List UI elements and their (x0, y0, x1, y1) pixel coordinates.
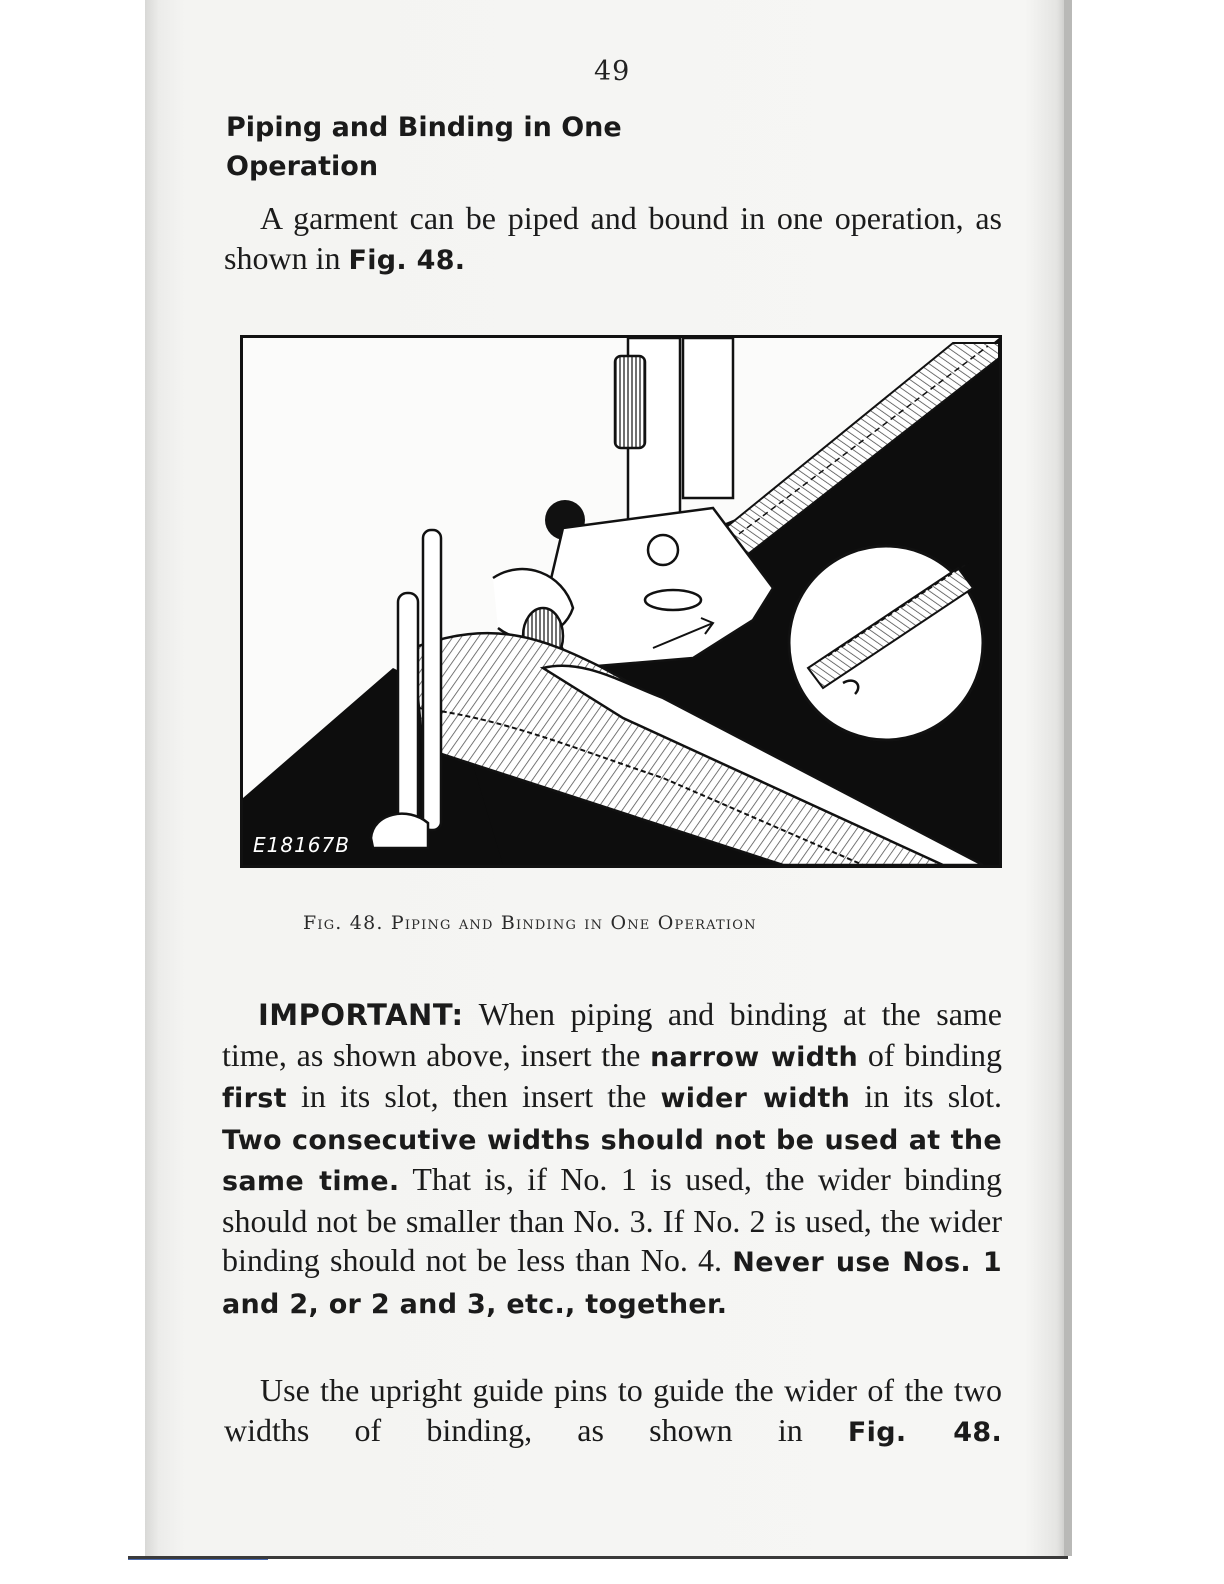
important-text-4: in its slot. (850, 1078, 1003, 1114)
intro-figure-reference: Fig. 48. (348, 244, 466, 276)
important-bold-3: wider width (660, 1083, 851, 1114)
section-heading: Piping and Binding in One Operation (226, 112, 622, 182)
important-bold-2: first (222, 1083, 287, 1114)
important-paragraph (222, 995, 1002, 1324)
important-label: IMPORTANT: (258, 998, 464, 1032)
page-number: 49 (594, 56, 631, 87)
closing-text: Use the upright guide pins to guide the wider of the two widths of binding, as shown in (224, 1372, 1002, 1448)
page-edge (1064, 0, 1072, 1556)
needle-clamp (683, 338, 733, 498)
presser-foot-slot (645, 590, 701, 610)
important-text-3: in its slot, then insert the (286, 1078, 661, 1114)
thumb-screw (615, 356, 645, 448)
foot-screw (648, 535, 678, 565)
closing-paragraph (224, 1371, 1002, 1452)
important-bold-1: narrow width (650, 1041, 859, 1073)
intro-text: A garment can be piped and bound in one operation, as shown in (224, 200, 1002, 276)
important-text-1: When piping and binding at the same time, as shown above, insert the (222, 996, 1002, 1073)
important-text-5: That is, if No. 1 is used, the wider binding should not be smaller than No. 3. If No. 2 is used, the wider binding should not be less than No. 4. (222, 1161, 1002, 1278)
important-bold-4: Two consecutive widths should not be used at the same time. (222, 1124, 1002, 1197)
closing-figure-reference: Fig. 48. (847, 1416, 1003, 1448)
figure-code: E18167B (253, 833, 350, 857)
guide-pin-front (398, 593, 418, 843)
guide-pin-back (423, 530, 441, 830)
important-bold-5: Never use Nos. 1 and 2, or 2 and 3, etc., together. (222, 1247, 1002, 1320)
figure-48-illustration (240, 335, 1002, 868)
sewing-binder-illustration (243, 338, 999, 865)
important-text-2: of binding (858, 1036, 1003, 1073)
figure-caption: Fig. 48. Piping and Binding in One Operation (303, 912, 757, 934)
page-bottom-edge-accent (128, 1559, 268, 1560)
intro-paragraph (224, 199, 1002, 280)
page-bottom-edge (128, 1556, 1068, 1559)
